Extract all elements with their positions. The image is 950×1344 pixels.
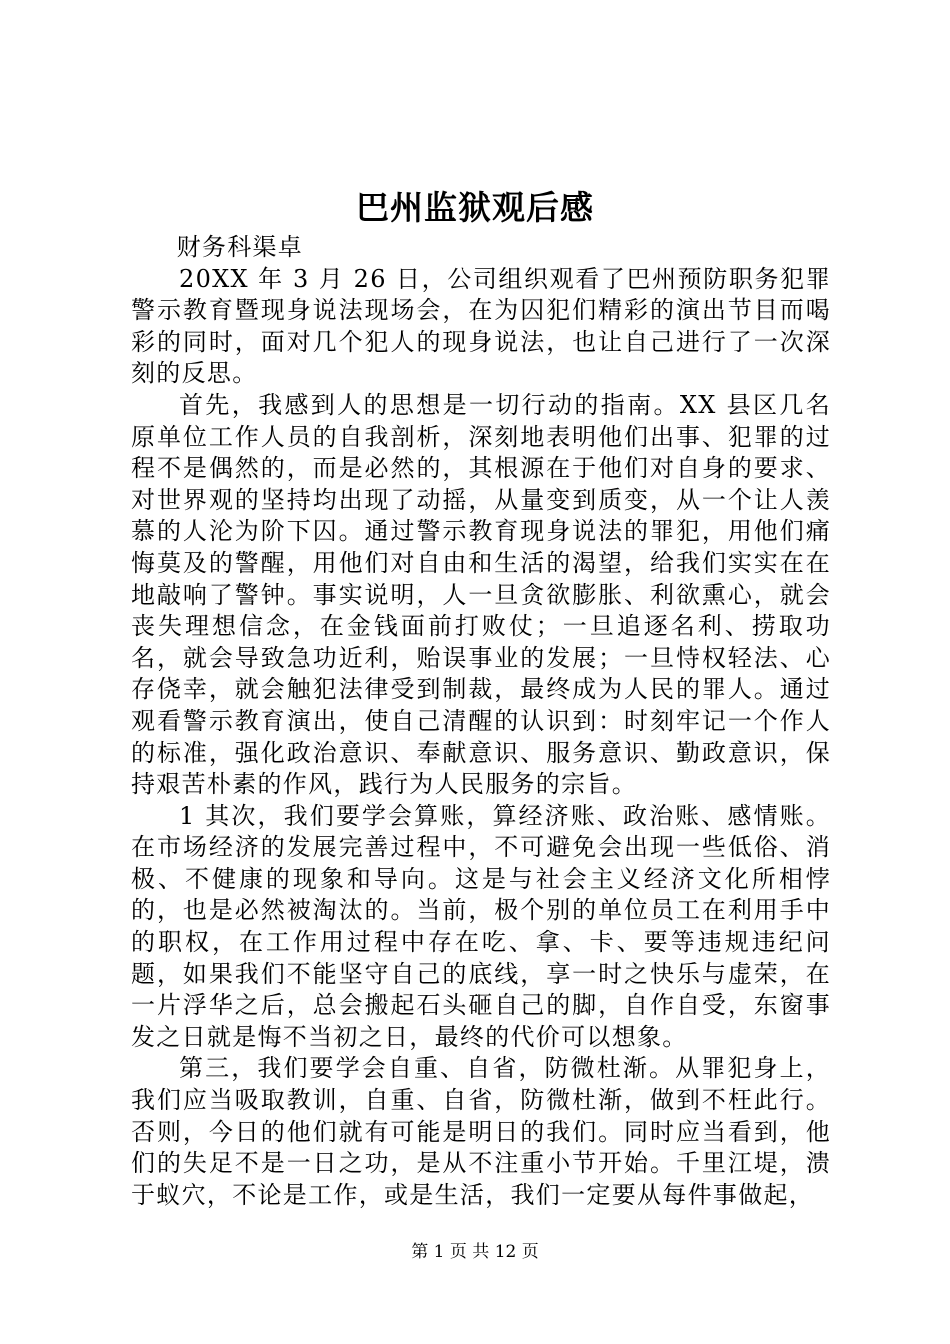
document-title: 巴州监狱观后感 xyxy=(356,188,594,227)
paragraph-second-point: 1 其次，我们要学会算账，算经济账、政治账、感情账。在市场经济的发展完善过程中，不可避免会出现一些低俗、消极、不健康的现象和导向。这是与社会主义经济文化所相悖的，也是必然被淘汰的。当前，极个别的单位员工在利用手中的职权，在工作用过程中存在吃、拿、卡、要等违规违纪问题，如果我们不能坚守自己的底线，享一时之快乐与虚荣，在一片浮华之后，总会搬起石头砸自己的脚，自作自受，东窗事发之日就是悔不当初之日，最终的代价可以想象。 xyxy=(131,801,831,1051)
paragraph-third-point: 第三，我们要学会自重、自省，防微杜渐。从罪犯身上，我们应当吸取教训，自重、自省，防微杜渐，做到不枉此行。否则，今日的他们就有可能是明日的我们。同时应当看到，他们的失足不是一日之功，是从不注重小节开始。千里江堤，溃于蚁穴，不论是工作，或是生活，我们一定要从每件事做起， xyxy=(131,1054,831,1209)
paragraph-intro: 20XX 年 3 月 26 日，公司组织观看了巴州预防职务犯罪警示教育暨现身说法现场会，在为囚犯们精彩的演出节目而喝彩的同时，面对几个犯人的现身说法，也让自己进行了一次深刻的反思。 xyxy=(131,264,831,388)
document-body xyxy=(131,232,831,1211)
author-line: 财务科渠卓 xyxy=(176,233,304,261)
page-number-footer: 第 1 页 共 12 页 xyxy=(411,1242,539,1262)
paragraph-first-point: 首先，我感到人的思想是一切行动的指南。XX 县区几名原单位工作人员的自我剖析，深刻地表明他们出事、犯罪的过程不是偶然的，而是必然的，其根源在于他们对自身的要求、对世界观的坚持均出现了动摇，从量变到质变，从一个让人羡慕的人沦为阶下囚。通过警示教育现身说法的罪犯，用他们痛悔莫及的警醒，用他们对自由和生活的渴望，给我们实实在在地敲响了警钟。事实说明，人一旦贪欲膨胀、利欲熏心，就会丧失理想信念，在金钱面前打败仗；一旦追逐名利、捞取功名，就会导致急功近利，贻误事业的发展；一旦恃权轻法、心存侥幸，就会触犯法律受到制裁，最终成为人民的罪人。通过观看警示教育演出，使自己清醒的认识到：时刻牢记一个作人的标准，强化政治意识、奉献意识、服务意识、勤政意识，保持艰苦朴素的作风，践行为人民服务的宗旨。 xyxy=(131,390,831,799)
